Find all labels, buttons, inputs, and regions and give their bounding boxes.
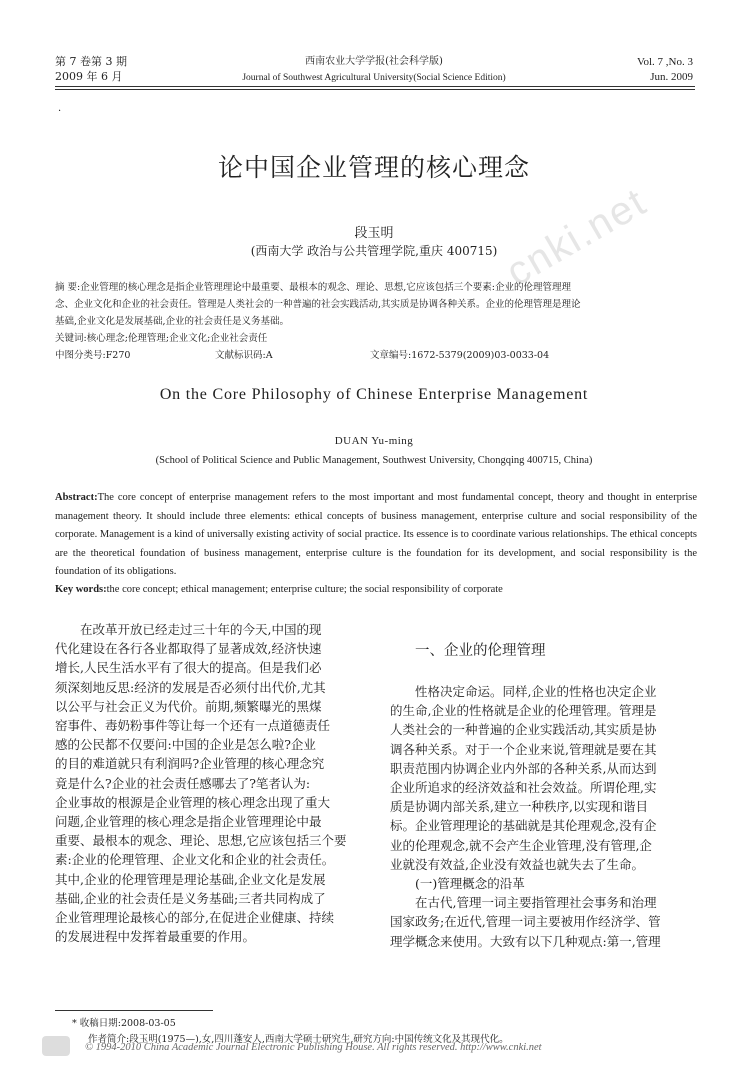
body-line: 的目的难道就只有利润吗?企业管理的核心理念究 <box>55 756 325 772</box>
body-line: 的发展进程中发挥着最重要的作用。 <box>55 929 256 945</box>
body-line: 须深刻地反思:经济的发展是否必须付出代价,尤其 <box>55 679 326 695</box>
article-number: 文章编号:1672-5379(2009)03-0033-04 <box>370 350 550 361</box>
footnote-rule <box>55 1010 213 1011</box>
body-line: 调各种关系。对于一个企业来说,管理就是要在其 <box>390 741 657 757</box>
copyright-footer: © 1994-2010 China Academic Journal Electronic Publishing House. All rights reserved. http://www.cnki.net <box>85 1042 542 1053</box>
article-title-en: On the Core Philosophy of Chinese Enterprise Management <box>159 386 589 403</box>
abstract-cn-line-2: 念、企业文化和企业的社会责任。管理是人类社会的一种普遍的社会实践活动,其实质是协调各种关系。企业的伦理管理是理论 <box>55 299 581 310</box>
keywords-en-label: Key words: <box>55 584 107 595</box>
body-line: 在改革开放已经走过三十年的今天,中国的现 <box>80 622 322 637</box>
date-en: Jun. 2009 <box>650 71 693 83</box>
body-line: 窑事件、毒奶粉事件等让每一个还有一点道德责任 <box>55 718 331 734</box>
footnote-bio: 作者简介:段玉明(1975—),女,四川蓬安人,西南大学硕士研究生,研究方向:中国传统文化及其现代化。 <box>88 1034 509 1045</box>
body-line: 增长,人民生活水平有了很大的提高。但是我们必 <box>55 660 322 676</box>
header-rule-thin <box>55 89 695 90</box>
author-en: DUAN Yu-ming <box>334 435 414 447</box>
body-line: 的生命,企业的性格就是企业的伦理管理。管理是 <box>390 703 657 719</box>
body-line: 职责范围内协调企业内外部的各种关系,从而达到 <box>390 760 657 776</box>
keywords-cn: 关键词:核心理念;伦理管理;企业文化;企业社会责任 <box>55 333 268 344</box>
body-right-column <box>390 682 685 951</box>
body-line: 其中,企业的伦理管理是理论基础,企业文化是发展 <box>55 871 326 887</box>
journal-name-cn: 西南农业大学学报(社会科学版) <box>305 56 443 67</box>
abstract-en-label: Abstract: <box>55 492 98 503</box>
body-line: 竟是什么?企业的社会责任感哪去了?笔者认为: <box>55 775 311 791</box>
body-line: 性格决定命运。同样,企业的性格也决定企业 <box>415 684 657 699</box>
keywords-en-text: the core concept; ethical management; enterprise culture; the social responsibility of corporate <box>106 584 503 595</box>
body-line: 业就没有效益,企业没有效益也就失去了生命。 <box>390 856 644 872</box>
body-left-column <box>55 620 350 946</box>
body-line: 企业所追求的经济效益和社会效益。所谓伦理,实 <box>390 780 657 796</box>
body-line: 理学概念来使用。大致有以下几种观点:第一,管理 <box>390 933 661 949</box>
cnki-logo-icon <box>42 1036 70 1056</box>
header-rule <box>55 86 695 87</box>
body-line: 素:企业的伦理管理、企业文化和企业的社会责任。 <box>55 852 335 868</box>
volume-issue-en: Vol. 7 ,No. 3 <box>636 56 693 68</box>
article-title-cn: 论中国企业管理的核心理念 <box>217 153 530 182</box>
date-cn: 2009 年 6 月 <box>55 70 123 83</box>
body-line: 人类社会的一种普遍的企业实践活动,其实质是协 <box>390 722 657 738</box>
clc-number: 中图分类号:F270 <box>55 350 131 361</box>
section-heading-1: 一、企业的伦理管理 <box>415 643 546 659</box>
bullet-dot: · <box>58 106 62 117</box>
body-line: 业的伦理观念,就不会产生企业管理,没有管理,企 <box>390 837 652 853</box>
subsection-heading: (一)管理概念的沿革 <box>415 876 525 892</box>
body-line: 以公平与社会正义为代价。前期,频繁曝光的黑煤 <box>55 698 322 714</box>
body-line: 问题,企业管理的核心理念是指企业管理理论中最 <box>55 814 322 830</box>
body-line: 企业管理理论最核心的部分,在促进企业健康、持续 <box>55 910 334 926</box>
document-code: 文献标识码:A <box>215 350 273 361</box>
body-line: 代化建设在各行各业都取得了显著成效,经济快速 <box>55 641 322 657</box>
body-line: 标。企业管理理论的基础就是其伦理观念,没有企 <box>390 818 657 834</box>
body-line: 感的公民都不仅要问:中国的企业是怎么啦?企业 <box>55 737 316 753</box>
body-line: 重要、最根本的观念、理论、思想,它应该包括三个要 <box>55 833 347 849</box>
abstract-en-text: The core concept of enterprise management refers to the most important and most fundamental concept, theory and thought in enterprise management theory. It should include three elements: ethical concepts of business management, enterprise culture and social responsibility of the corporate. Management is a kind of universally existing activity of social practice. Its essence is to coordinate various relationships. The ethical concepts are the theoretical foundation of business management, enterprise culture is the foundation for its development, and social responsibility is the foundation of its obligations. <box>55 492 697 577</box>
body-line: 国家政务;在近代,管理一词主要被用作经济学、管 <box>390 914 661 930</box>
journal-name-en: Journal of Southwest Agricultural University(Social Science Edition) <box>242 73 506 83</box>
body-line: 基础,企业的社会责任是义务基础;三者共同构成了 <box>55 890 326 906</box>
keywords-en <box>55 581 697 600</box>
abstract-en <box>55 489 697 582</box>
body-line: 质是协调内部关系,建立一种秩序,以实现和谐目 <box>390 799 648 815</box>
volume-issue-cn: 第 7 卷第 3 期 <box>55 55 127 68</box>
watermark: cnki.net <box>499 179 655 295</box>
body-line: 在古代,管理一词主要指管理社会事务和治理 <box>415 895 657 911</box>
body-line: 企业事故的根源是企业管理的核心理念出现了重大 <box>55 794 331 810</box>
author-cn: 段玉明 <box>354 226 394 241</box>
abstract-cn-line-3: 基础,企业文化是发展基础,企业的社会责任是义务基础。 <box>55 316 290 327</box>
footnote-received: * 收稿日期:2008-03-05 <box>72 1018 176 1029</box>
abstract-cn-line-1: 摘 要:企业管理的核心理念是指企业管理理论中最重要、最根本的观念、理论、思想,它应该包括三个要素:企业的伦理管理理 <box>55 282 571 293</box>
affiliation-en: (School of Political Science and Public Management, Southwest University, Chongqing 400715, China) <box>155 455 593 466</box>
affiliation-cn: (西南大学 政治与公共管理学院,重庆 400715) <box>250 244 498 258</box>
